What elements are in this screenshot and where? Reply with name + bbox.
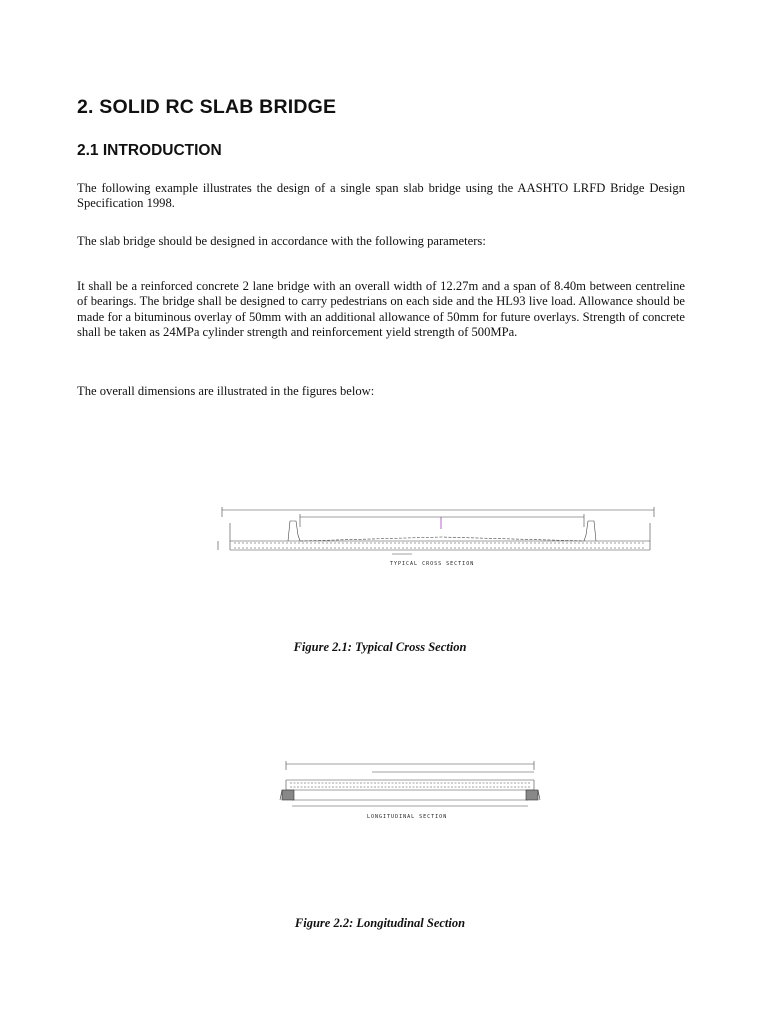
figure-2-1-caption: Figure 2.1: Typical Cross Section [293, 640, 467, 654]
figure-2-2-caption: Figure 2.2: Longitudinal Section [294, 916, 466, 930]
cross-section-drawing [212, 505, 664, 575]
longitudinal-section-drawing [272, 756, 554, 826]
parameters-paragraph: The slab bridge should be designed in accordance with the following parameters: [77, 234, 486, 248]
dimensions-paragraph: The overall dimensions are illustrated in the figures below: [77, 384, 375, 398]
page-title: 2. SOLID RC SLAB BRIDGE [77, 96, 337, 118]
bridge-description-paragraph: It shall be a reinforced concrete 2 lane bridge with an overall width of 12.27m and a span of 8.40m between centreline of bearings. The bridge shall be designed to carry pedestrians on each side and the HL93 live load. Allowance should be made for a bituminous overlay of 50mm with an additional allowance of 50mm for future overlays. Strength of concrete shall be taken as 24MPa cylinder strength and reinforcement yield strength of 500MPa. [77, 279, 685, 339]
intro-paragraph: The following example illustrates the design of a single span slab bridge using the AASHTO LRFD Bridge Design Specification 1998. [77, 181, 685, 211]
longitudinal-section-drawing-title: LONGITUDINAL SECTION [367, 814, 448, 820]
section-heading: 2.1 INTRODUCTION [77, 142, 222, 159]
cross-section-drawing-title: TYPICAL CROSS SECTION [390, 561, 475, 567]
